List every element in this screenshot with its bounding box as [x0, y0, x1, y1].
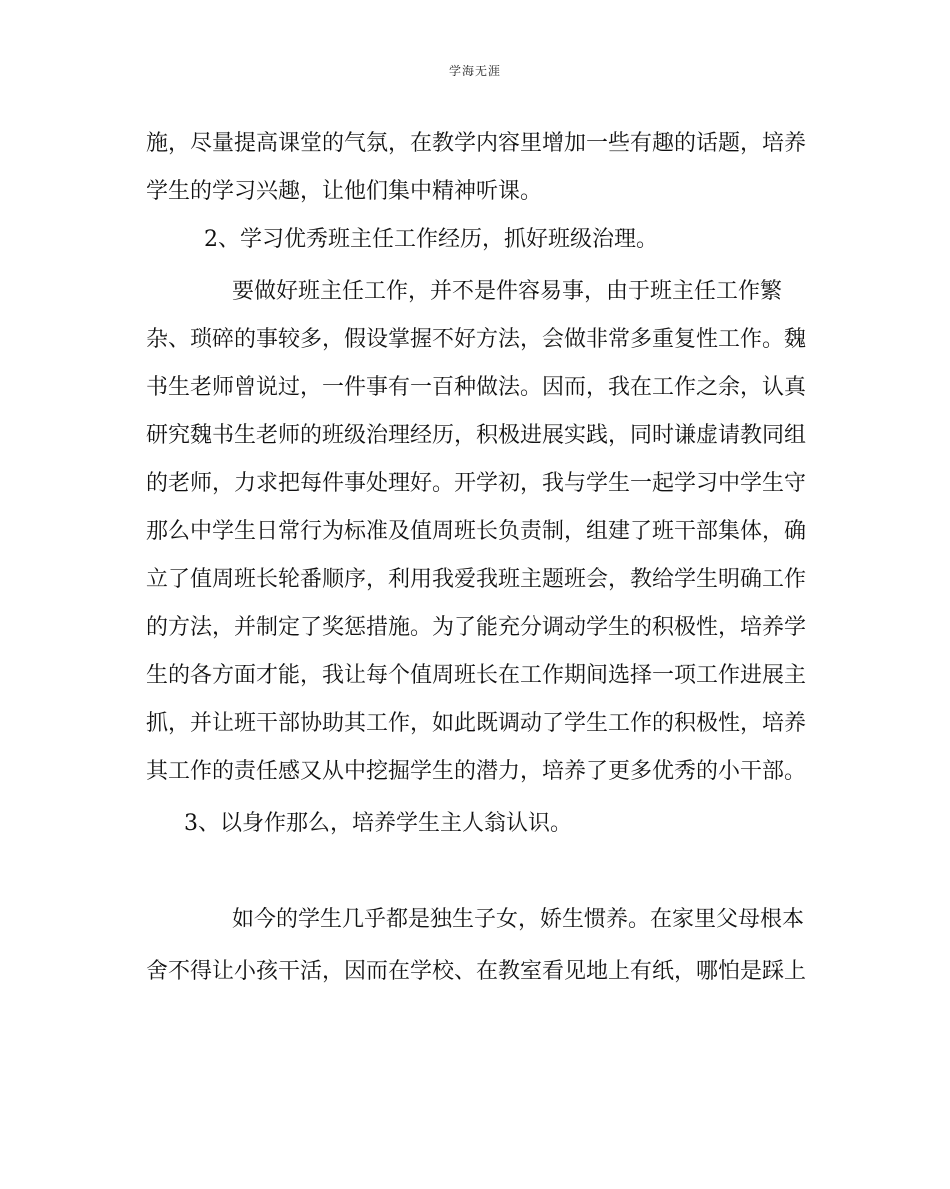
text-line: 学生的学习兴趣，让他们集中精神听课。 — [146, 179, 543, 204]
text-line: 杂、琐碎的事较多，假设掌握不好方法，会做非常多重复性工作。魏 — [146, 327, 807, 352]
text-line: 其工作的责任感又从中挖掘学生的潜力，培养了更多优秀的小干部。 — [146, 759, 807, 784]
text-line: 如今的学生几乎都是独生子女，娇生惯养。在家里父母根本 — [232, 907, 805, 932]
text-line: 书生老师曾说过，一件事有一百种做法。因而，我在工作之余，认真 — [146, 375, 807, 400]
text-line: 2、学习优秀班主任工作经历，抓好班级治理。 — [204, 227, 658, 252]
text-line: 研究魏书生老师的班级治理经历，积极进展实践，同时谦虚请教同组 — [146, 423, 807, 448]
text-line: 的老师，力求把每件事处理好。开学初，我与学生一起学习中学生守 — [146, 471, 807, 496]
text-line: 生的各方面才能，我让每个值周班长在工作期间选择一项工作进展主 — [146, 663, 807, 688]
text-line: 施，尽量提高课堂的气氛，在教学内容里增加一些有趣的话题，培养 — [146, 131, 807, 156]
page-header: 学海无涯 — [448, 64, 501, 78]
text-line: 要做好班主任工作，并不是件容易事，由于班主任工作繁 — [232, 279, 783, 304]
text-line: 抓，并让班干部协助其工作，如此既调动了学生工作的积极性，培养 — [146, 711, 807, 736]
text-line: 舍不得让小孩干活，因而在学校、在教室看见地上有纸，哪怕是踩上 — [146, 959, 807, 984]
text-line: 的方法，并制定了奖惩措施。为了能充分调动学生的积极性，培养学 — [146, 615, 807, 640]
text-line: 那么中学生日常行为标准及值周班长负责制，组建了班干部集体，确 — [146, 519, 807, 544]
text-line: 3、以身作那么，培养学生主人翁认识。 — [184, 811, 572, 836]
text-line: 立了值周班长轮番顺序，利用我爱我班主题班会，教给学生明确工作 — [146, 567, 807, 592]
